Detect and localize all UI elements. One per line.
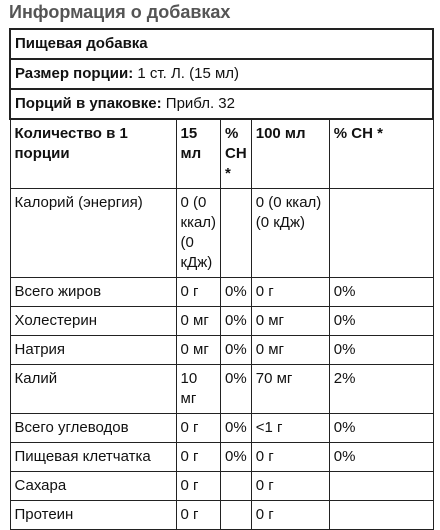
dv-100ml: 0%	[329, 414, 433, 443]
amount-100ml: 0 (0 ккал) (0 кДж)	[251, 189, 329, 278]
amount-15ml: 0 г	[176, 278, 221, 307]
table-row	[10, 414, 433, 443]
dv-100ml: 0%	[329, 336, 433, 365]
amount-15ml: 0 (0 ккал) (0 кДж)	[176, 189, 221, 278]
table-row	[10, 189, 433, 278]
dv-100ml	[329, 189, 433, 278]
nutrient-name: Натрия	[10, 336, 176, 365]
page-title: Информация о добавках	[9, 2, 231, 22]
dv-15ml	[221, 472, 252, 501]
dv-15ml: 0%	[221, 307, 252, 336]
column-header-amount: Количество в 1 порции	[10, 119, 176, 189]
dv-100ml: 0%	[329, 307, 433, 336]
column-header-15ml: 15 мл	[176, 119, 221, 189]
supplement-facts-table	[9, 28, 434, 530]
nutrient-name: Холестерин	[10, 307, 176, 336]
amount-100ml: 0 мг	[251, 307, 329, 336]
table-row	[10, 365, 433, 414]
serving-size-value: 1 ст. Л. (15 мл)	[137, 65, 240, 82]
servings-per-container-label: Порций в упаковке:	[15, 95, 162, 112]
amount-15ml: 0 г	[176, 414, 221, 443]
amount-15ml: 10 мг	[176, 365, 221, 414]
table-row	[10, 501, 433, 530]
dv-15ml	[221, 189, 252, 278]
amount-100ml: 70 мг	[251, 365, 329, 414]
amount-100ml: 0 г	[251, 472, 329, 501]
table-row	[10, 472, 433, 501]
serving-size-label: Размер порции:	[15, 65, 134, 82]
column-header-100ml: 100 мл	[251, 119, 329, 189]
dv-100ml	[329, 501, 433, 530]
nutrient-name: Калий	[10, 365, 176, 414]
nutrient-name: Калорий (энергия)	[10, 189, 176, 278]
dv-15ml: 0%	[221, 336, 252, 365]
servings-per-container-row	[10, 89, 433, 119]
serving-size-row	[10, 59, 433, 89]
dv-100ml: 0%	[329, 278, 433, 307]
amount-15ml: 0 г	[176, 443, 221, 472]
nutrient-name: Пищевая клетчатка	[10, 443, 176, 472]
supplement-header: Пищевая добавка	[10, 29, 433, 59]
amount-15ml: 0 мг	[176, 307, 221, 336]
servings-per-container-value: Прибл. 32	[165, 95, 235, 112]
dv-15ml	[221, 501, 252, 530]
table-row	[10, 307, 433, 336]
column-header-dv-100ml: % СН *	[329, 119, 433, 189]
amount-100ml: 0 г	[251, 443, 329, 472]
dv-100ml: 2%	[329, 365, 433, 414]
dv-15ml: 0%	[221, 365, 252, 414]
dv-15ml: 0%	[221, 414, 252, 443]
table-row	[10, 278, 433, 307]
dv-100ml: 0%	[329, 443, 433, 472]
dv-15ml: 0%	[221, 278, 252, 307]
amount-15ml: 0 г	[176, 472, 221, 501]
nutrient-name: Всего углеводов	[10, 414, 176, 443]
amount-15ml: 0 мг	[176, 336, 221, 365]
table-row	[10, 443, 433, 472]
amount-100ml: <1 г	[251, 414, 329, 443]
column-header-dv-15ml: % СН *	[221, 119, 252, 189]
nutrient-name: Сахара	[10, 472, 176, 501]
amount-15ml: 0 г	[176, 501, 221, 530]
nutrient-name: Протеин	[10, 501, 176, 530]
table-row	[10, 336, 433, 365]
nutrient-name: Всего жиров	[10, 278, 176, 307]
amount-100ml: 0 мг	[251, 336, 329, 365]
dv-100ml	[329, 472, 433, 501]
dv-15ml: 0%	[221, 443, 252, 472]
amount-100ml: 0 г	[251, 278, 329, 307]
amount-100ml: 0 г	[251, 501, 329, 530]
